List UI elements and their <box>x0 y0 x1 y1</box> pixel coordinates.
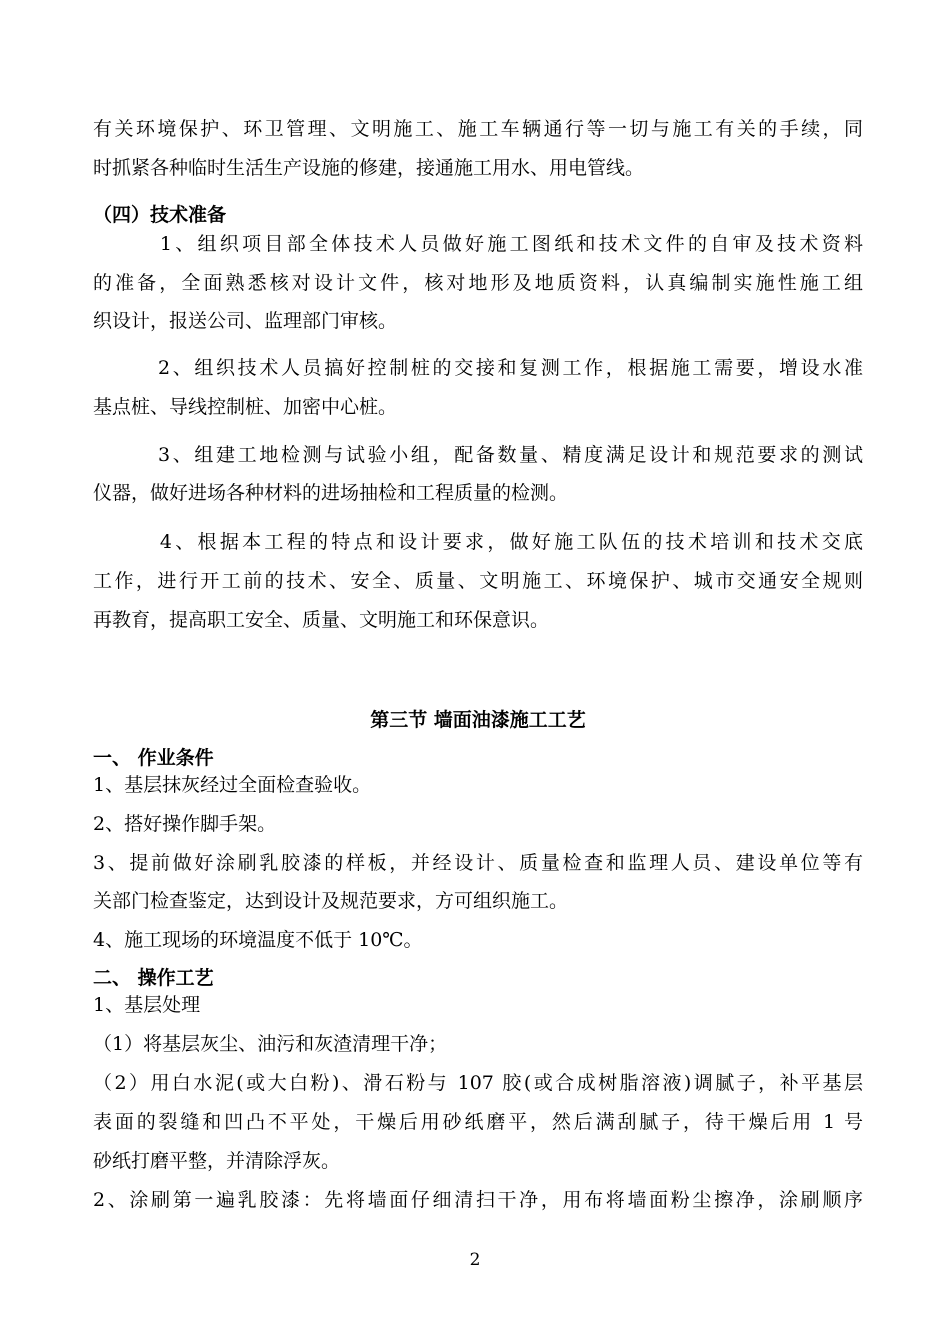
tech-prep-p3-line-2: 仪器，做好进场各种材料的进场抽检和工程质量的检测。 <box>93 482 569 504</box>
condition-3-line-2: 关部门检查鉴定，达到设计及规范要求，方可组织施工。 <box>93 890 569 912</box>
heading-process: 二、 操作工艺 <box>93 967 214 989</box>
page-number: 2 <box>469 1250 481 1270</box>
tech-prep-p1-line-3: 织设计，报送公司、监理部门审核。 <box>93 310 398 332</box>
step-1b-line-2: 表面的裂缝和凹凸不平处，干燥后用砂纸磨平，然后满刮腻子，待干燥后用 1 号 <box>93 1111 863 1133</box>
tech-prep-p4-line-3: 再教育，提高职工安全、质量、文明施工和环保意识。 <box>93 609 550 631</box>
tech-prep-p1-line-2: 的准备，全面熟悉核对设计文件，核对地形及地质资料，认真编制实施性施工组 <box>93 272 863 294</box>
step-1b-line-3: 砂纸打磨平整，并清除浮灰。 <box>93 1150 341 1172</box>
tech-prep-p4-line-1: 4、根据本工程的特点和设计要求，做好施工队伍的技术培训和技术交底 <box>93 531 863 553</box>
tech-prep-p2-line-1: 2、组织技术人员搞好控制桩的交接和复测工作，根据施工需要，增设水准 <box>93 357 863 379</box>
tech-prep-p4-line-2: 工作，进行开工前的技术、安全、质量、文明施工、环境保护、城市交通安全规则 <box>93 570 863 592</box>
condition-3-line-1: 3、提前做好涂刷乳胶漆的样板，并经设计、质量检查和监理人员、建设单位等有 <box>93 852 863 874</box>
condition-4: 4、施工现场的环境温度不低于 10℃。 <box>93 929 423 951</box>
section-title: 第三节 墙面油漆施工工艺 <box>370 709 586 731</box>
intro-line-1: 有关环境保护、环卫管理、文明施工、施工车辆通行等一切与施工有关的手续，同 <box>93 118 863 140</box>
tech-prep-p2-line-2: 基点桩、导线控制桩、加密中心桩。 <box>93 396 398 418</box>
step-2: 2、涂刷第一遍乳胶漆：先将墙面仔细清扫干净，用布将墙面粉尘擦净，涂刷顺序 <box>93 1189 863 1211</box>
tech-prep-heading: （四）技术准备 <box>93 204 227 226</box>
condition-1: 1、基层抹灰经过全面检查验收。 <box>93 774 372 796</box>
tech-prep-p3-line-1: 3、组建工地检测与试验小组，配备数量、精度满足设计和规范要求的测试 <box>93 444 863 466</box>
tech-prep-p1-line-1: 1、组织项目部全体技术人员做好施工图纸和技术文件的自审及技术资料 <box>93 233 863 255</box>
step-1: 1、基层处理 <box>93 994 201 1016</box>
condition-2: 2、搭好操作脚手架。 <box>93 813 277 835</box>
heading-work-conditions: 一、 作业条件 <box>93 747 214 769</box>
intro-line-2: 时抓紧各种临时生活生产设施的修建，接通施工用水、用电管线。 <box>93 157 645 179</box>
step-1b-line-1: （2）用白水泥(或大白粉)、滑石粉与 107 胶(或合成树脂溶液)调腻子，补平基层 <box>93 1072 863 1094</box>
step-1a: （1）将基层灰尘、油污和灰渣清理干净； <box>93 1033 448 1055</box>
